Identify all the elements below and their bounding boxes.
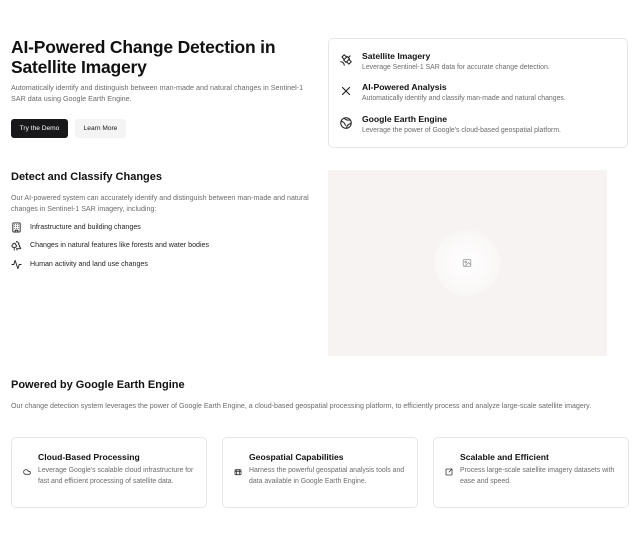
satellite-icon (339, 53, 353, 67)
detect-item-text: Human activity and land use changes (30, 260, 148, 268)
gee-section-description: Our change detection system leverages the power of Google Earth Engine, a cloud-based geospatial processing platform, to efficiently process and analyze large-scale satellite imagery. (11, 402, 592, 410)
gee-card-title: Geospatial Capabilities (249, 452, 344, 462)
features-card (328, 38, 628, 148)
try-demo-button[interactable]: Try the Demo (11, 119, 68, 138)
hero-title: AI-Powered Change Detection in Satellite Imagery (11, 37, 276, 77)
feature-description: Leverage Sentinel-1 SAR data for accurate change detection. (362, 64, 550, 71)
gee-card-cloud-processing (11, 437, 207, 508)
gee-card-title: Cloud-Based Processing (38, 452, 140, 462)
hero-description: Automatically identify and distinguish between man-made and natural changes in Sentinel-1 SAR data using Google Earth Engine. (11, 83, 304, 103)
feature-description: Automatically identify and classify man-made and natural changes. (362, 95, 566, 102)
feature-title: Google Earth Engine (362, 114, 447, 124)
image-placeholder (328, 170, 607, 356)
gee-section-title: Powered by Google Earth Engine (11, 379, 185, 391)
tree-icon (11, 240, 22, 251)
gee-card-description: Process large-scale satellite imagery datasets with ease and speed. (460, 467, 615, 485)
feature-title: AI-Powered Analysis (362, 82, 447, 92)
gee-card-title: Scalable and Efficient (460, 452, 549, 462)
detect-item-text: Infrastructure and building changes (30, 223, 141, 231)
detect-section-description: Our AI-powered system can accurately identify and distinguish between man-made and natural changes in Sentinel-1 SAR imagery, including: (11, 194, 309, 213)
map-icon (234, 468, 242, 476)
activity-icon (11, 259, 22, 270)
building-icon (11, 222, 22, 233)
scale-icon (445, 468, 453, 476)
gee-card-description: Harness the powerful geospatial analysis tools and data available in Google Earth Engine. (249, 467, 405, 485)
detect-section-title: Detect and Classify Changes (11, 171, 162, 183)
detect-item-text: Changes in natural features like forests and water bodies (30, 241, 210, 249)
feature-description: Leverage the power of Google's cloud-based geospatial platform. (362, 127, 561, 134)
cloud-icon (23, 468, 31, 476)
globe-icon (339, 116, 353, 130)
learn-more-button[interactable]: Learn More (75, 119, 126, 138)
image-placeholder-icon (462, 258, 472, 268)
gee-card-geospatial (222, 437, 418, 508)
close-icon (339, 84, 353, 98)
gee-card-description: Leverage Google's scalable cloud infrastructure for fast and efficient processing of satellite data. (38, 467, 194, 485)
gee-card-scalable (433, 437, 629, 508)
feature-title: Satellite Imagery (362, 51, 431, 61)
